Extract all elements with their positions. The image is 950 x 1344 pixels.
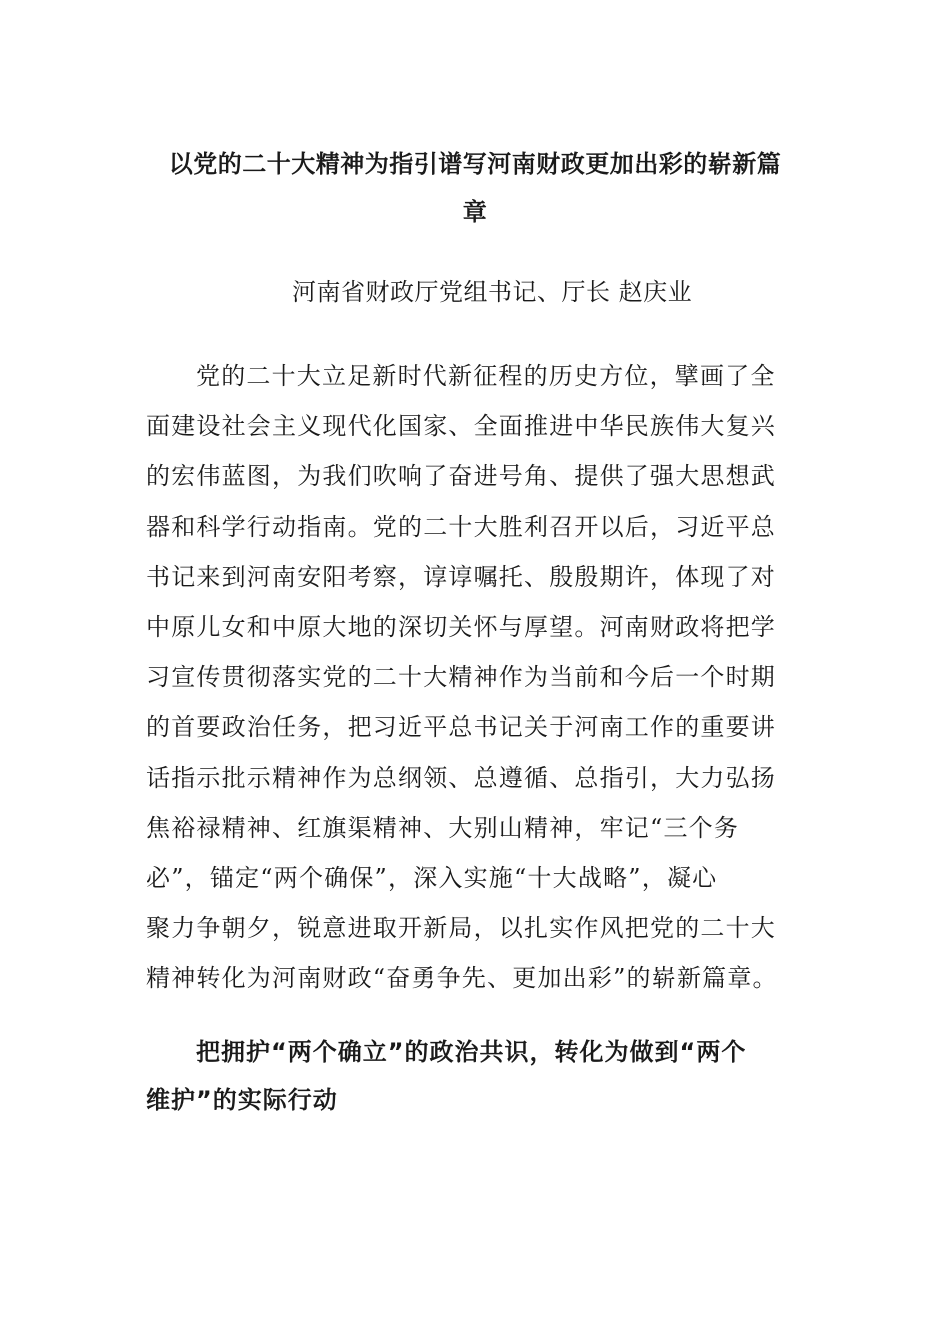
section-heading-line-1: 把拥护“两个确立”的政治共识，转化为做到“两个 — [196, 1038, 747, 1066]
paragraph-line: 中原儿女和中原大地的深切关怀与厚望。河南财政将把学 — [146, 613, 776, 642]
paragraph-line: 必”，锚定“两个确保”，深入实施“十大战略”，凝心 — [146, 864, 718, 893]
section-heading-line-2: 维护”的实际行动 — [146, 1086, 338, 1114]
paragraph-line: 书记来到河南安阳考察，谆谆嘱托、殷殷期许，体现了对 — [146, 562, 776, 591]
title-line-2: 章 — [462, 198, 488, 226]
section-heading — [146, 1028, 806, 1124]
title-line-1: 以党的二十大精神为指引谱写河南财政更加出彩的崭新篇 — [168, 150, 782, 178]
paragraph-line: 面建设社会主义现代化国家、全面推进中华民族伟大复兴 — [146, 412, 776, 441]
body-paragraph — [146, 351, 806, 1004]
paragraph-line: 焦裕禄精神、红旗渠精神、大别山精神，牢记“三个务 — [146, 813, 740, 842]
paragraph-line: 的首要政治任务，把习近平总书记关于河南工作的重要讲 — [146, 713, 776, 742]
paragraph-line: 习宣传贯彻落实党的二十大精神作为当前和今后一个时期 — [146, 663, 776, 692]
paragraph-line: 党的二十大立足新时代新征程的历史方位，擘画了全 — [196, 362, 776, 390]
paragraph-line: 精神转化为河南财政“奋勇争先、更加出彩”的崭新篇章。 — [146, 964, 778, 993]
paragraph-line: 器和科学行动指南。党的二十大胜利召开以后，习近平总 — [146, 512, 776, 541]
paragraph-line: 聚力争朝夕，锐意进取开新局，以扎实作风把党的二十大 — [146, 914, 776, 943]
author-byline: 河南省财政厅党组书记、厅长 赵庆业 — [292, 278, 693, 306]
paragraph-line: 的宏伟蓝图，为我们吹响了奋进号角、提供了强大思想武 — [146, 462, 776, 491]
paragraph-line: 话指示批示精神作为总纲领、总遵循、总指引，大力弘扬 — [146, 763, 776, 792]
document-title — [140, 140, 810, 236]
